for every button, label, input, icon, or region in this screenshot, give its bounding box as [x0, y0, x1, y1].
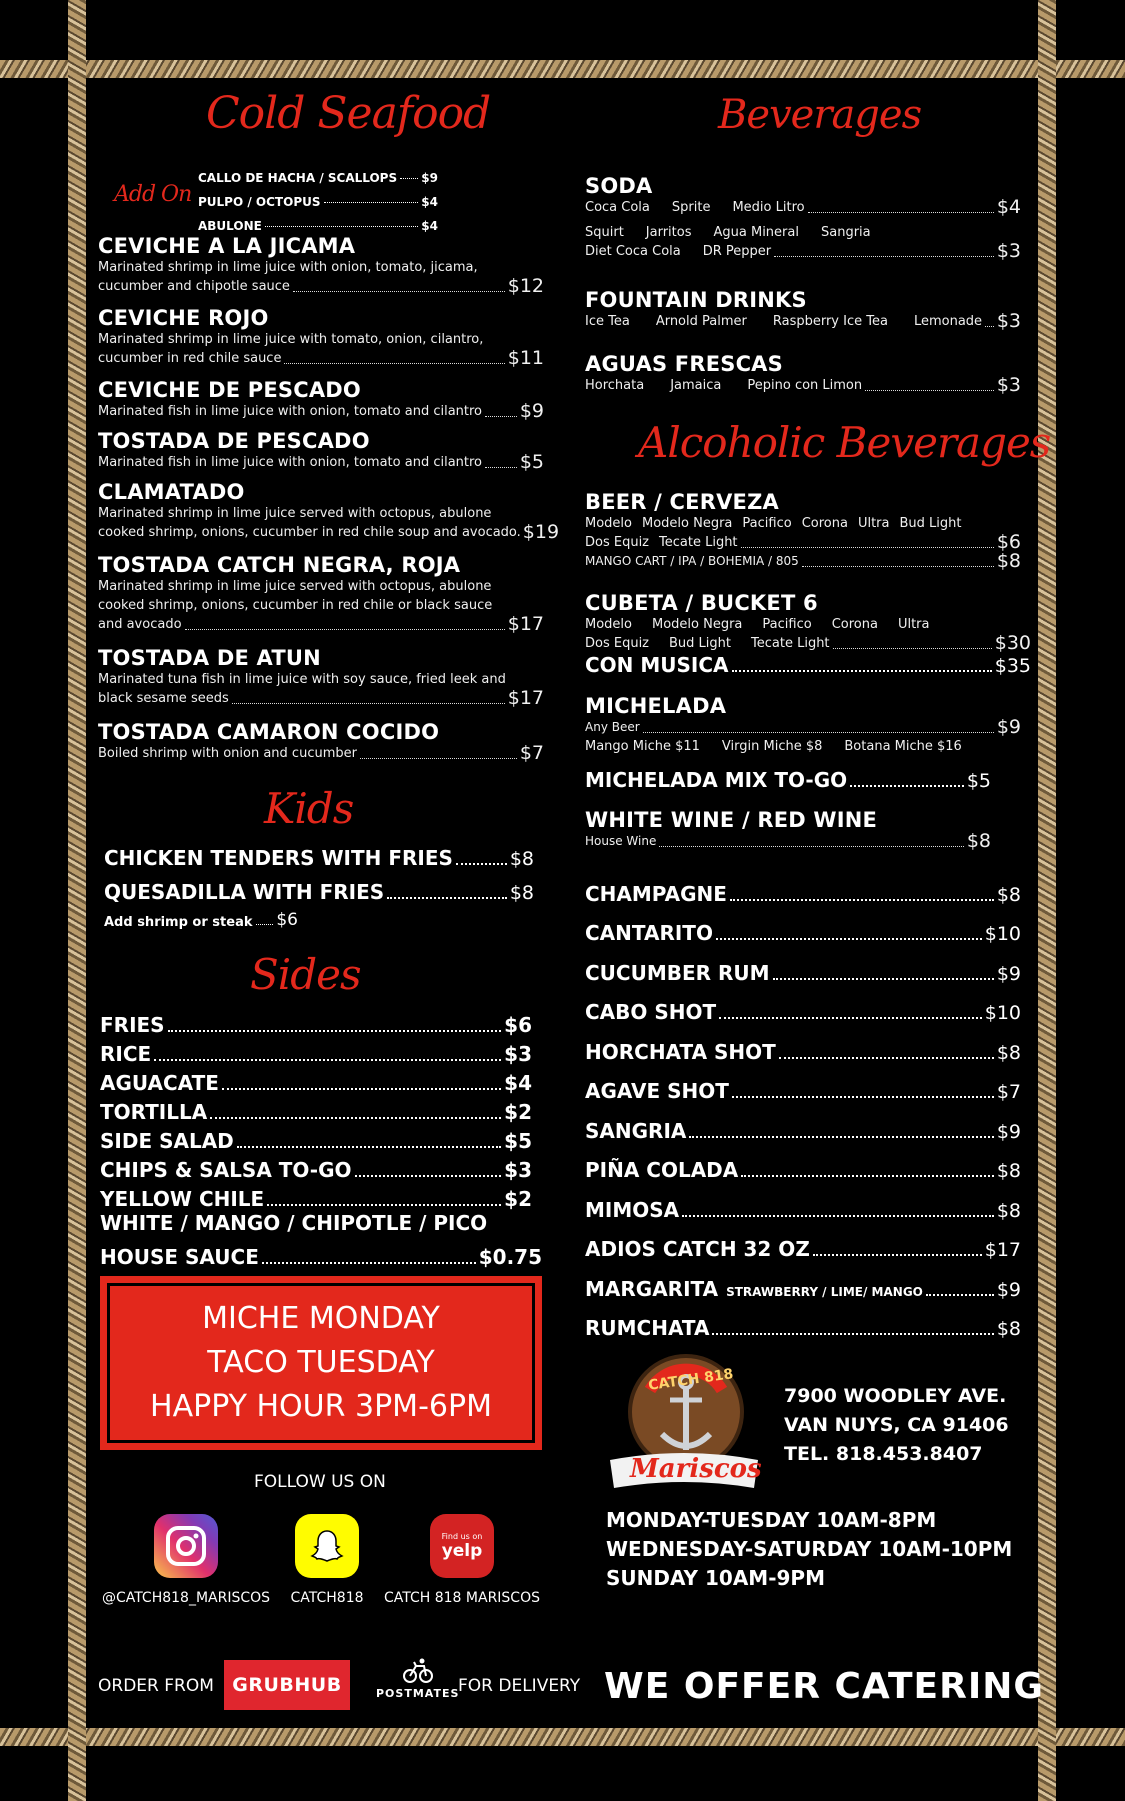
add-on-list [198, 161, 438, 233]
side-item: TORTILLA $2 [100, 1100, 532, 1124]
drink-item: ADIOS CATCH 32 OZ $17 [585, 1237, 1021, 1261]
beverage-michelada: MICHELADA Any Beer $9 Mango Miche $11 Virgin Miche $8 Botana Miche $16 [585, 694, 1021, 754]
instagram-icon [154, 1514, 218, 1578]
hours-line: MONDAY-TUESDAY 10AM-8PM [606, 1508, 937, 1532]
drink-item-margarita: MARGARITA STRAWBERRY / LIME/ MANGO $9 [585, 1276, 1021, 1301]
side-item: FRIES $6 [100, 1013, 532, 1037]
beverages-heading: Beverages [718, 92, 922, 138]
instagram-link[interactable] [96, 1514, 276, 1606]
postmates-icon [400, 1656, 436, 1684]
menu-item-clamatado: CLAMATADO Marinated shrimp in lime juice served with octopus, abulone cooked shrimp, onions, cucumber in red chile soup and avocado. $19 [98, 480, 560, 543]
promo-line: MICHE MONDAY [202, 1301, 440, 1336]
catering-banner: WE OFFER CATERING [604, 1666, 1044, 1707]
drink-item: CANTARITO $10 [585, 921, 1021, 945]
yelp-link[interactable] [380, 1514, 544, 1606]
snapchat-icon [295, 1514, 359, 1578]
house-sauce: HOUSE SAUCE $0.75 [100, 1245, 542, 1269]
promo-line: HAPPY HOUR 3PM-6PM [150, 1389, 492, 1424]
beverage-beer: BEER / CERVEZA Modelo Modelo Negra Pacifico Corona Ultra Bud Light Dos Equiz Tecate Light $6 MANGO CART / IPA / BOHEMIA / 805 $8 [585, 490, 1021, 572]
hours-line: WEDNESDAY-SATURDAY 10AM-10PM [606, 1537, 1013, 1561]
add-on-item: CALLO DE HACHA / SCALLOPS $9 [198, 171, 438, 185]
rope-border-top [0, 60, 1125, 78]
yelp-icon: Find us on yelp [430, 1514, 494, 1578]
menu-item-tostada-camaron: TOSTADA CAMARON COCIDO Boiled shrimp with onion and cucumber $7 [98, 720, 544, 764]
side-item: CHIPS & SALSA TO-GO $3 [100, 1158, 532, 1182]
drink-item: SANGRIA $9 [585, 1118, 1021, 1143]
beverage-fountain: FOUNTAIN DRINKS Ice Tea Arnold Palmer Raspberry Ice Tea Lemonade $3 [585, 288, 1021, 332]
add-on-item: PULPO / OCTOPUS $4 [198, 195, 438, 209]
add-on-item: ABULONE $4 [198, 219, 438, 233]
for-delivery-label: FOR DELIVERY [458, 1676, 581, 1696]
menu-item-tostada-pescado: TOSTADA DE PESCADO Marinated fish in lime juice with onion, tomato and cilantro $5 [98, 429, 544, 473]
beverage-aguas: AGUAS FRESCAS Horchata Jamaica Pepino con Limon $3 [585, 352, 1021, 396]
drink-item: CABO SHOT $10 [585, 1000, 1021, 1024]
menu-item-ceviche-rojo: CEVICHE ROJO Marinated shrimp in lime juice with tomato, onion, cilantro, cucumber in red chile sauce $11 [98, 306, 544, 369]
grubhub-logo[interactable]: GRUBHUB [224, 1660, 350, 1710]
side-item: SIDE SALAD $5 [100, 1129, 532, 1153]
address-street: 7900 WOODLEY AVE. [784, 1385, 1007, 1407]
kids-item: QUESADILLA WITH FRIES $8 [104, 880, 534, 904]
snapchat-link[interactable] [280, 1514, 374, 1606]
follow-us-label: FOLLOW US ON [254, 1472, 386, 1492]
snapchat-handle: CATCH818 [290, 1590, 364, 1606]
drink-item: CUCUMBER RUM $9 [585, 960, 1021, 985]
kids-item: CHICKEN TENDERS WITH FRIES $8 [104, 846, 534, 870]
drink-item: MIMOSA $8 [585, 1197, 1021, 1222]
menu-item-tostada-catch-negra: TOSTADA CATCH NEGRA, ROJA Marinated shrimp in lime juice served with octopus, abulone cooked shrimp, onions, cucumber in red chile or black sauce and avocado $17 [98, 553, 544, 635]
drink-item: CHAMPAGNE $8 [585, 881, 1021, 906]
address-city: VAN NUYS, CA 91406 [784, 1414, 1009, 1436]
beverage-soda: SODA Coca Cola Sprite Medio Litro $4 Squirt Jarritos Agua Mineral Sangria Diet Coca Cola DR Pepper $3 [585, 174, 1021, 262]
instagram-handle: @CATCH818_MARISCOS [101, 1590, 271, 1606]
side-item: AGUACATE $4 [100, 1071, 532, 1095]
beverage-cubeta: CUBETA / BUCKET 6 Modelo Modelo Negra Pacifico Corona Ultra Dos Equiz Bud Light Tecate Light $30 CON MUSICA $35 [585, 591, 1031, 677]
order-from-label: ORDER FROM [98, 1676, 214, 1696]
drinks-list [585, 866, 1021, 1340]
hours-line: SUNDAY 10AM-9PM [606, 1566, 825, 1590]
cold-seafood-heading: Cold Seafood [206, 88, 491, 139]
beverage-wine: WHITE WINE / RED WINE House Wine $8 [585, 808, 991, 852]
side-item: RICE $3 [100, 1042, 532, 1066]
promo-box [100, 1276, 542, 1450]
drink-item: AGAVE SHOT $7 [585, 1079, 1021, 1103]
menu-item-tostada-atun: TOSTADA DE ATUN Marinated tuna fish in lime juice with soy sauce, fried leek and black sesame seeds $17 [98, 646, 544, 709]
rope-border-left [68, 0, 86, 1801]
catch818-logo: CATCH 818 Mariscos [604, 1350, 764, 1490]
hours-block [606, 1506, 1012, 1593]
sides-list [100, 1008, 542, 1269]
menu-item-ceviche-jicama: CEVICHE A LA JICAMA Marinated shrimp in lime juice with onion, tomato, jicama, cucumber and chipotle sauce $12 [98, 234, 544, 297]
drink-item: PIÑA COLADA $8 [585, 1158, 1021, 1182]
address-block [784, 1382, 1009, 1469]
menu-item-ceviche-pescado: CEVICHE DE PESCADO Marinated fish in lime juice with onion, tomato and cilantro $9 [98, 378, 544, 422]
yelp-handle: CATCH 818 MARISCOS [383, 1590, 540, 1606]
kids-addon: Add shrimp or steak $6 [104, 910, 298, 930]
side-item: YELLOW CHILE $2 [100, 1187, 532, 1211]
drink-item-rumchata: RUMCHATA $8 [585, 1316, 1021, 1340]
beverage-michelada-mix: MICHELADA MIX TO-GO $5 [585, 768, 991, 792]
phone-number: TEL. 818.453.8407 [784, 1443, 983, 1465]
alcoholic-heading: Alcoholic Beverages [638, 418, 1051, 467]
add-on-label: Add On [114, 182, 192, 207]
promo-line: TACO TUESDAY [207, 1345, 435, 1380]
sauce-options: WHITE / MANGO / CHIPOTLE / PICO [100, 1211, 488, 1235]
drink-item: HORCHATA SHOT $8 [585, 1039, 1021, 1064]
postmates-logo[interactable]: POSTMATES [376, 1656, 459, 1700]
rope-border-bottom [0, 1728, 1125, 1746]
rope-border-right [1038, 0, 1056, 1801]
sides-heading: Sides [250, 950, 361, 999]
kids-heading: Kids [264, 784, 354, 833]
